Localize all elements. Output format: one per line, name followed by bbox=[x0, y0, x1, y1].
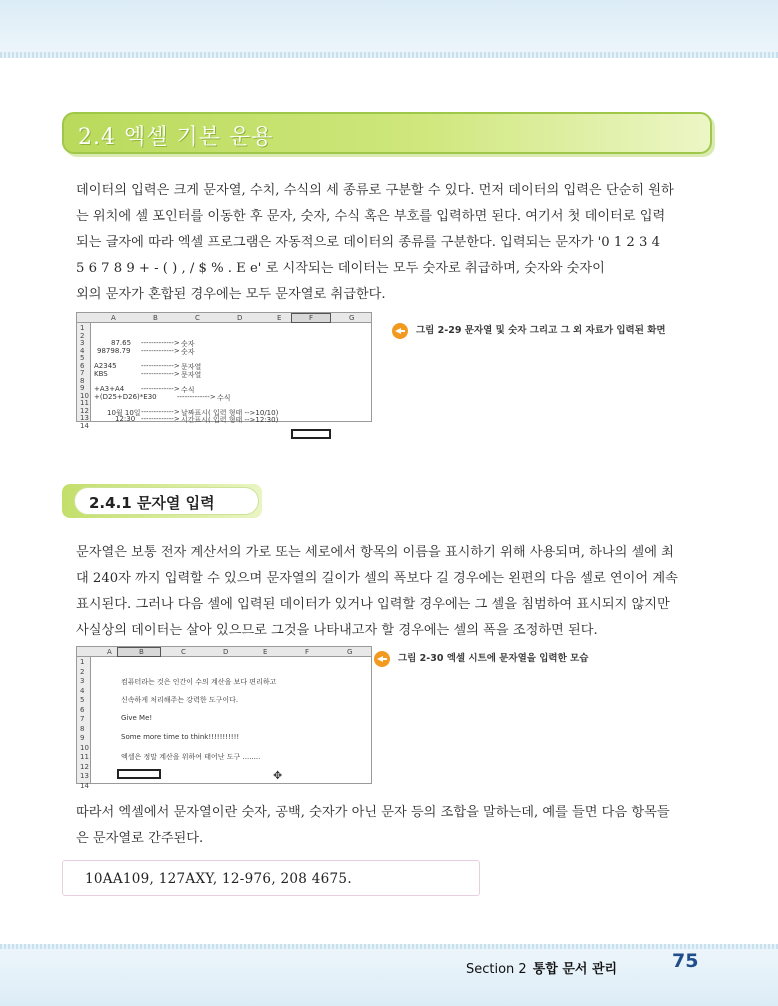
cell-value: +A3+A4 bbox=[94, 385, 125, 393]
row-header: 11 bbox=[80, 399, 89, 407]
selected-cell bbox=[117, 769, 161, 779]
row-header: 13 bbox=[80, 414, 89, 422]
cell-label: 숫자 bbox=[181, 348, 195, 356]
row-header-column bbox=[77, 323, 91, 430]
row-header: 11 bbox=[80, 753, 89, 761]
cell-value: KBS bbox=[94, 370, 108, 378]
row-header: 6 bbox=[80, 361, 85, 370]
figure1-spreadsheet bbox=[76, 312, 372, 430]
crosshair-cursor-icon: ✥ bbox=[273, 769, 283, 782]
column-header: G bbox=[347, 648, 353, 656]
footer-decor-band bbox=[0, 944, 778, 1006]
body-line: 대 240자 까지 입력할 수 있으며 문자열의 길이가 셀의 폭보다 길 경우에는 왼편의 다음 셀로 연이어 계속 bbox=[76, 571, 678, 586]
row-header: 12 bbox=[80, 762, 89, 771]
column-header: A bbox=[111, 314, 116, 322]
row-header: 6 bbox=[80, 705, 85, 714]
cell-arrow: -------------> bbox=[141, 339, 180, 347]
row-header: 8 bbox=[80, 376, 85, 385]
arrow-left-icon bbox=[392, 323, 408, 339]
row-header: 5 bbox=[80, 354, 85, 362]
row-header: 13 bbox=[80, 772, 89, 780]
body-line: 따라서 엑셀에서 문자열이란 숫자, 공백, 숫자가 아닌 문자 등의 조합을 말하는데, 예를 들면 다음 항목들 bbox=[76, 805, 670, 820]
row-header: 2 bbox=[80, 667, 85, 676]
subsection-banner bbox=[62, 484, 262, 518]
cell-text: Give Me! bbox=[121, 714, 153, 722]
row-header: 14 bbox=[80, 781, 89, 790]
cell-label: 문자열 bbox=[181, 371, 202, 379]
column-header: E bbox=[277, 314, 282, 322]
cell-arrow: -------------> bbox=[141, 415, 180, 423]
row-header: 4 bbox=[80, 686, 85, 695]
row-header: 1 bbox=[80, 324, 85, 332]
body-line: 사실상의 데이터는 살아 있으므로 그것을 나타내고자 할 경우에는 셀의 폭을 조정하면 된다. bbox=[76, 623, 598, 638]
cell-label: 문자열 bbox=[181, 363, 202, 371]
column-header: B bbox=[153, 314, 158, 322]
intro-line: 는 위치에 셀 포인터를 이동한 후 문자, 숫자, 수식 혹은 부호를 입력하면 된다. 여기서 첫 데이터로 입력 bbox=[76, 209, 666, 224]
body-line: 은 문자열로 간주된다. bbox=[76, 831, 204, 846]
arrow-left-icon bbox=[374, 651, 390, 667]
row-header: 7 bbox=[80, 369, 85, 377]
footer-section-label bbox=[466, 958, 617, 977]
intro-line: 외의 문자가 혼합된 경우에는 모두 문자열로 취급한다. bbox=[76, 287, 386, 302]
cell-value: 87.65 bbox=[111, 339, 132, 347]
selected-cell bbox=[291, 429, 331, 439]
row-header: 4 bbox=[80, 346, 85, 355]
cell-arrow: -------------> bbox=[141, 347, 180, 355]
cell-arrow: -------------> bbox=[141, 362, 180, 370]
intro-line: 5 6 7 8 9 + - ( ) , / $ % . E e' 로 시작되는 데이터는 모두 숫자로 취급하며, 숫자와 숫자이 bbox=[76, 261, 605, 276]
intro-line: 되는 글자에 따라 엑셀 프로그램은 자동적으로 데이터의 종류를 구분한다. 입력되는 문자가 '0 1 2 3 4 bbox=[76, 235, 660, 250]
column-header: A bbox=[107, 648, 112, 656]
cell-value: 10월 10일 bbox=[107, 408, 141, 417]
cell-value: 12:30 bbox=[115, 415, 136, 423]
footer-section-title: 통합 문서 관리 bbox=[532, 962, 618, 977]
column-header: G bbox=[349, 314, 355, 322]
top-decor-band bbox=[0, 0, 778, 58]
intro-paragraph bbox=[76, 178, 724, 308]
cell-label: 시간표시( 입력 형태 -->12:30) bbox=[181, 416, 279, 424]
cell-label: 숫자 bbox=[181, 340, 195, 348]
cell-text: 엑셀은 정말 계산을 위하여 태어난 도구 ........ bbox=[121, 753, 261, 761]
cell-arrow: -------------> bbox=[141, 407, 180, 416]
cell-value: 98798.79 bbox=[97, 347, 131, 355]
column-header: F bbox=[309, 314, 314, 322]
footer-section-number: Section 2 bbox=[466, 962, 527, 977]
figure1-caption bbox=[392, 322, 666, 339]
row-header: 1 bbox=[80, 658, 85, 666]
body-line: 표시된다. 그러나 다음 셀에 입력된 데이터가 있거나 입력할 경우에는 그 셀을 침범하여 표시되지 않지만 bbox=[76, 597, 670, 612]
example-text: 10AA109, 127AXY, 12-976, 208 4675. bbox=[85, 871, 352, 887]
cell-arrow: -------------> bbox=[141, 385, 180, 393]
section-title: 2.4 엑셀 기본 운용 bbox=[78, 125, 274, 150]
column-header: C bbox=[195, 314, 200, 322]
row-header: 3 bbox=[80, 677, 85, 685]
row-header: 9 bbox=[80, 734, 85, 742]
body-line: 문자열은 보통 전자 계산서의 가로 또는 세로에서 항목의 이름을 표시하기 위해 사용되며, 하나의 셀에 최 bbox=[76, 545, 674, 560]
row-header: 10 bbox=[80, 391, 89, 400]
cell-value: A2345 bbox=[94, 362, 117, 370]
figure2-caption bbox=[374, 650, 588, 667]
column-header: B bbox=[139, 648, 144, 656]
cell-arrow: -------------> bbox=[177, 392, 216, 401]
caption-text: 그림 2-29 문자열 및 숫자 그리고 그 외 자료가 입력된 화면 bbox=[416, 325, 666, 336]
column-header-row bbox=[77, 647, 371, 657]
cell-label: 날짜표시( 입력 형태 -->10/10) bbox=[181, 408, 279, 417]
row-header-column bbox=[77, 657, 91, 790]
row-header: 2 bbox=[80, 331, 85, 340]
row-header: 10 bbox=[80, 743, 89, 752]
figure2-spreadsheet bbox=[76, 646, 372, 790]
column-header: D bbox=[223, 648, 229, 656]
column-header: C bbox=[181, 648, 186, 656]
cell-value: +(D25+D26)*E30 bbox=[94, 392, 157, 401]
column-header: E bbox=[263, 648, 268, 656]
row-header: 12 bbox=[80, 406, 89, 415]
column-header: D bbox=[237, 314, 243, 322]
cell-text: 컴퓨터라는 것은 인간이 수의 계산을 보다 편리하고 bbox=[121, 678, 277, 686]
body-paragraph-2 bbox=[76, 800, 724, 852]
example-box bbox=[62, 860, 480, 896]
row-header: 9 bbox=[80, 384, 85, 392]
subsection-title: 2.4.1 문자열 입력 bbox=[89, 494, 215, 512]
cell-label: 수식 bbox=[217, 393, 231, 402]
row-header: 14 bbox=[80, 421, 89, 430]
section-banner bbox=[62, 112, 712, 154]
cell-text: 신속하게 처리해주는 강력한 도구이다. bbox=[121, 696, 239, 704]
intro-line: 데이터의 입력은 크게 문자열, 수치, 수식의 세 종류로 구분할 수 있다. 먼저 데이터의 입력은 단순히 원하 bbox=[76, 183, 674, 198]
column-header-row bbox=[77, 313, 371, 323]
row-header: 8 bbox=[80, 724, 85, 733]
caption-text: 그림 2-30 엑셀 시트에 문자열을 입력한 모습 bbox=[398, 653, 589, 664]
column-header: F bbox=[305, 648, 310, 656]
cell-arrow: -------------> bbox=[141, 370, 180, 378]
subsection-banner-inner bbox=[74, 487, 259, 515]
cell-label: 수식 bbox=[181, 386, 195, 394]
row-header: 3 bbox=[80, 339, 85, 347]
cell-text: Some more time to think!!!!!!!!!!! bbox=[121, 733, 240, 741]
row-header: 7 bbox=[80, 715, 85, 723]
page-number: 75 bbox=[672, 950, 699, 972]
body-paragraph bbox=[76, 540, 724, 644]
row-header: 5 bbox=[80, 696, 85, 704]
